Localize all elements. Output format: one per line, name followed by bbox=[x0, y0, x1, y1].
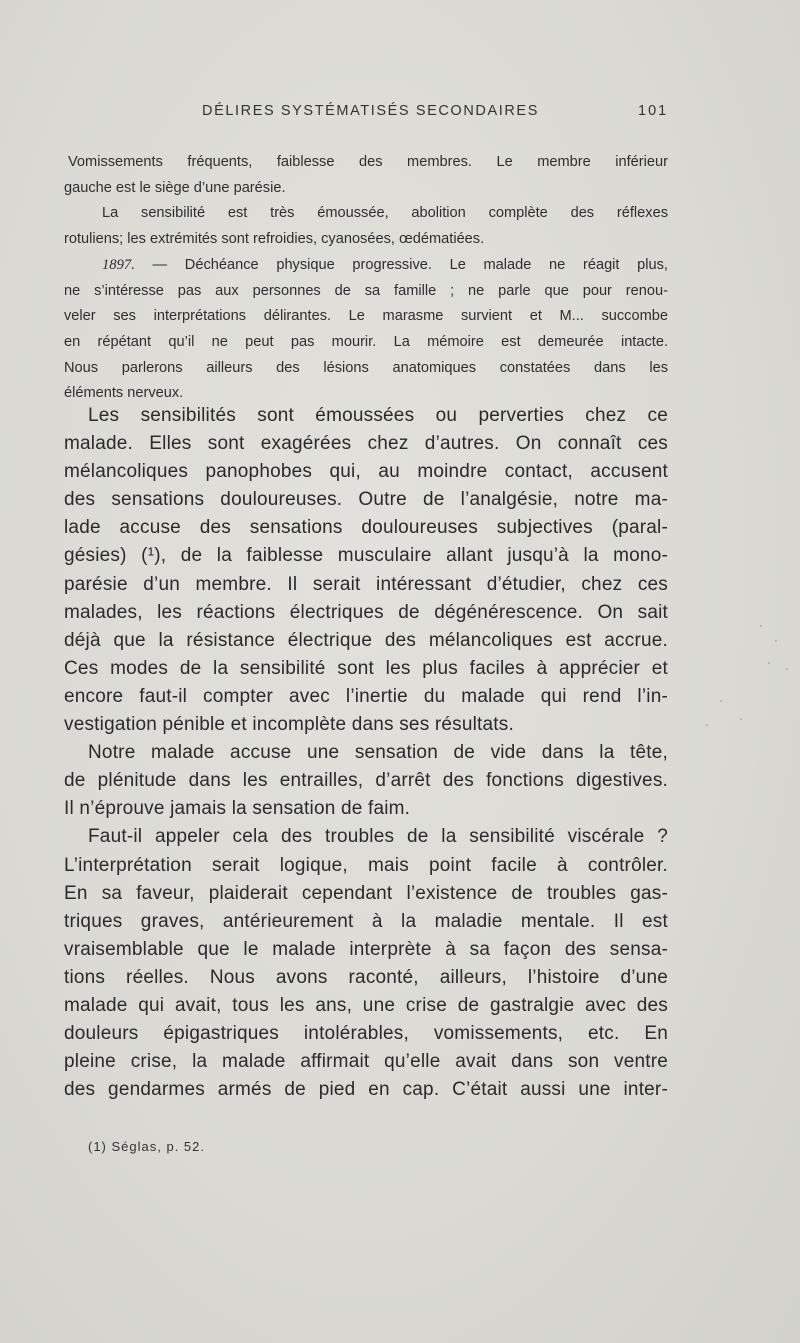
case-notes-line: — Déchéance physique progressive. Le malade ne réagit plus, bbox=[152, 256, 668, 273]
case-notes-line: ne s’intéresse pas aux personnes de sa famille ; ne parle que pour renou- bbox=[64, 282, 668, 299]
footnote: (1) Séglas, p. 52. bbox=[88, 1139, 205, 1154]
paper-speck bbox=[720, 700, 722, 702]
body-line: lade accuse des sensations douloureuses subjectives (paral- bbox=[64, 517, 668, 539]
case-notes-line: rotuliens; les extrémités sont refroidies, cyanosées, œdématiées. bbox=[64, 231, 485, 248]
body-line: Les sensibilités sont émoussées ou perverties chez ce bbox=[88, 405, 668, 426]
body-line: gésies) (¹), de la faiblesse musculaire allant jusqu’à la mono- bbox=[64, 545, 668, 567]
case-notes-line: gauche est le siège d’une parésie. bbox=[64, 179, 286, 196]
body-line: vestigation pénible et incomplète dans ses résultats. bbox=[64, 714, 514, 736]
body-line: triques graves, antérieurement à la maladie mentale. Il est bbox=[64, 910, 668, 932]
case-notes-year-line bbox=[64, 253, 668, 279]
case-notes-line: Vomissements fréquents, faiblesse des membres. Le membre inférieur bbox=[68, 154, 668, 170]
main-text bbox=[64, 402, 668, 1104]
body-line: douleurs épigastriques intolérables, vomissements, etc. En bbox=[64, 1023, 668, 1045]
body-line: encore faut-il compter avec l’inertie du malade qui rend l’in- bbox=[64, 685, 668, 707]
case-notes-paragraphs bbox=[64, 150, 668, 407]
body-line: Notre malade accuse une sensation de vide dans la tête, bbox=[88, 742, 668, 764]
body-line: L’interprétation serait logique, mais point facile à contrôler. bbox=[64, 854, 668, 876]
paper-speck bbox=[786, 668, 788, 670]
body-line: malades, les réactions électriques de dégénérescence. On sait bbox=[64, 601, 668, 623]
body-line: des gendarmes armés de pied en cap. C’était aussi une inter- bbox=[64, 1079, 668, 1101]
body-line: mélancoliques panophobes qui, au moindre contact, accusent bbox=[64, 461, 668, 483]
case-notes-line: La sensibilité est très émoussée, abolition complète des réflexes bbox=[102, 205, 668, 222]
body-line: malade. Elles sont exagérées chez d’autres. On connaît ces bbox=[64, 433, 668, 455]
body-line: Faut-il appeler cela des troubles de la sensibilité viscérale ? bbox=[88, 826, 668, 848]
running-header bbox=[0, 103, 800, 127]
body-line: malade qui avait, tous les ans, une crise de gastralgie avec des bbox=[64, 994, 668, 1016]
body-line: vraisemblable que le malade interprète à sa façon des sensa- bbox=[64, 938, 668, 960]
case-notes-line: Nous parlerons ailleurs des lésions anatomiques constatées dans les bbox=[64, 359, 668, 376]
case-notes-line: en répétant qu’il ne peut pas mourir. La mémoire est demeurée intacte. bbox=[64, 333, 668, 350]
body-line: pleine crise, la malade affirmait qu’elle avait dans son ventre bbox=[64, 1051, 668, 1073]
paper-speck bbox=[740, 718, 742, 720]
case-notes-line: veler ses interprétations délirantes. Le marasme survient et M... succombe bbox=[64, 308, 668, 325]
case-notes-line: éléments nerveux. bbox=[64, 385, 184, 402]
page-number: 101 bbox=[638, 103, 669, 119]
body-line: Ces modes de la sensibilité sont les plus faciles à apprécier et bbox=[64, 657, 668, 679]
body-line: En sa faveur, plaiderait cependant l’existence de troubles gas- bbox=[64, 882, 668, 904]
paper-speck bbox=[706, 724, 708, 726]
paper-speck bbox=[768, 662, 770, 664]
paper-speck bbox=[775, 640, 777, 642]
body-line: de plénitude dans les entrailles, d’arrêt des fonctions digestives. bbox=[64, 770, 668, 792]
body-line: tions réelles. Nous avons raconté, ailleurs, l’histoire d’une bbox=[64, 966, 668, 988]
paper-speck bbox=[760, 625, 762, 627]
body-line: Il n’éprouve jamais la sensation de faim. bbox=[64, 798, 411, 820]
case-notes-year: 1897. bbox=[102, 256, 135, 273]
body-line: parésie d’un membre. Il serait intéressant d’étudier, chez ces bbox=[64, 573, 668, 595]
body-line: déjà que la résistance électrique des mélancoliques est accrue. bbox=[64, 629, 668, 651]
running-title: DÉLIRES SYSTÉMATISÉS SECONDAIRES bbox=[202, 103, 539, 119]
body-line: des sensations douloureuses. Outre de l’analgésie, notre ma- bbox=[64, 489, 668, 511]
